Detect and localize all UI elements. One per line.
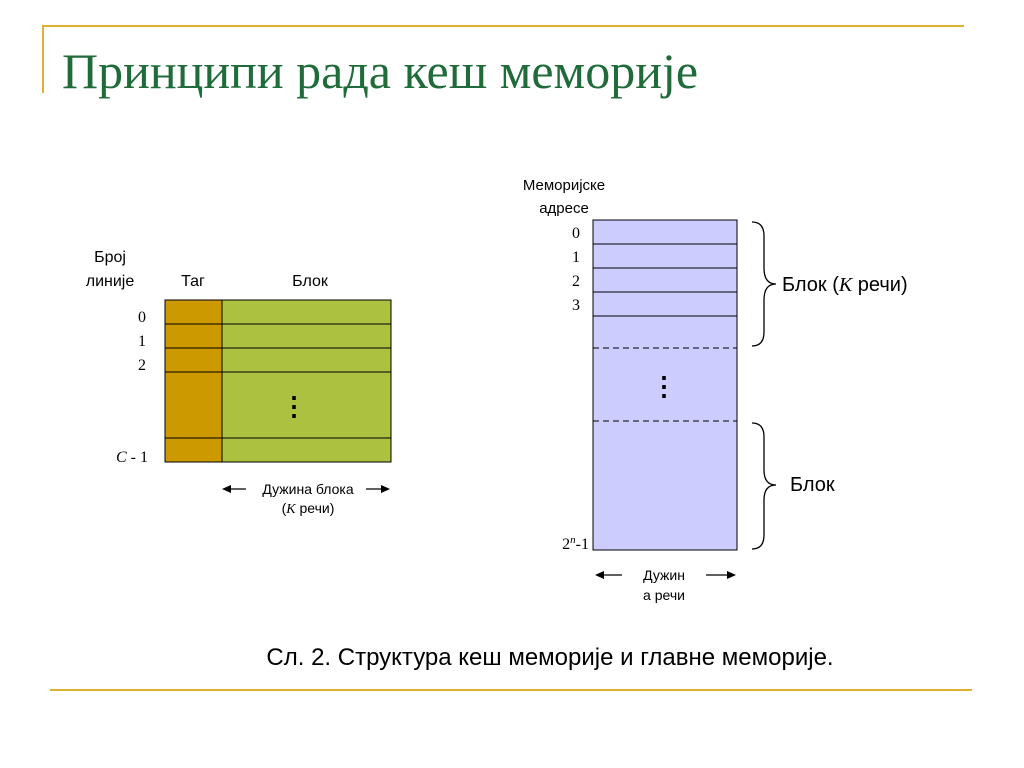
memory-last-row-label: 2$^n$-1 [562,534,589,553]
cache-headers [86,249,329,290]
cache-last-row-label: C - 1 [116,449,148,466]
memory-row-label: 2 [572,273,580,290]
block-brace-top [752,222,776,346]
word-length-label-1: Дужин [643,567,685,583]
memory-address-header-1: Меморијске [522,177,606,194]
cache-ellipsis: ⋮ [281,391,307,421]
arrow-right-head [727,571,736,579]
line-number-header-1: Број [94,249,126,266]
cache-row-label: 0 [138,309,146,326]
memory-ellipsis: ⋮ [651,371,677,401]
memory-address-header-2: адресе [539,200,589,217]
arrow-left-head [222,485,231,493]
tag-header: Таг [181,273,205,290]
memory-table [593,220,737,550]
slide-title: Принципи рада кеш меморије [62,43,699,99]
block-length-indicator [222,481,390,517]
line-number-header-2: линије [85,273,135,290]
cache-table [165,300,391,462]
cache-row-label: 1 [138,333,146,350]
block-brace-bottom [752,423,776,549]
memory-row-label: 3 [572,297,580,314]
block-length-label: Дужина блока [262,481,354,497]
memory-row-label: 0 [572,225,580,242]
figure-caption: Сл. 2. Структура кеш меморије и главне меморије. [266,644,834,671]
block-header: Блок [292,273,328,290]
cache-row-label: 2 [138,357,146,374]
memory-header [523,177,605,217]
block-k-words-label: Блок (K речи) [782,274,908,296]
memory-braces [752,222,908,549]
memory-row-label: 1 [572,249,580,266]
arrow-left-head [595,571,604,579]
block-label: Блок [790,474,835,496]
arrow-right-head [381,485,390,493]
memory-row-labels [562,225,589,553]
word-length-label-2: а речи [643,587,685,603]
block-length-words-label: (K речи) [281,500,335,517]
word-length-indicator [595,567,736,603]
cache-row-labels [116,309,148,466]
